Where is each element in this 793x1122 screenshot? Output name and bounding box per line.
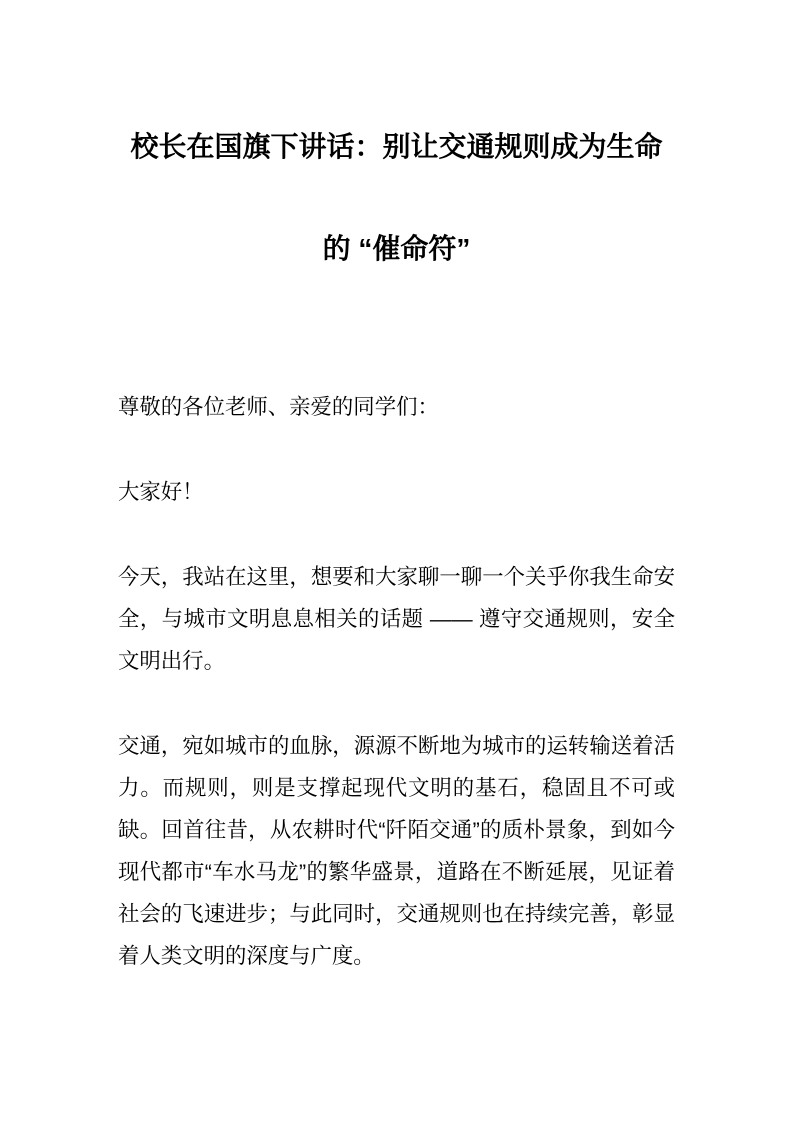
document-title-line2: 的 “催命符” [322, 233, 471, 264]
greeting-paragraph: 大家好！ [118, 480, 204, 504]
document-title-line1: 校长在国旗下讲话：别让交通规则成为生命 [130, 131, 663, 162]
document-title [118, 96, 675, 300]
document-body [118, 386, 675, 977]
salutation-paragraph: 尊敬的各位老师、亲爱的同学们： [118, 395, 439, 419]
traffic-rules-paragraph: 交通，宛如城市的血脉，源源不断地为城市的运转输送着活力。而规则，则是支撑起现代文明的基石，稳固且不可或缺。回首往昔，从农耕时代“阡陌交通”的质朴景象，到如今现代都市“车水马龙”的繁华盛景，道路在不断延展，见证着社会的飞速进步；与此同时，交通规则也在持续完善，彰显着人类文明的深度与广度。 [118, 734, 675, 968]
topic-intro-paragraph: 今天，我站在这里，想要和大家聊一聊一个关乎你我生命安全，与城市文明息息相关的话题 —— 遵守交通规则，安全文明出行。 [118, 565, 675, 673]
